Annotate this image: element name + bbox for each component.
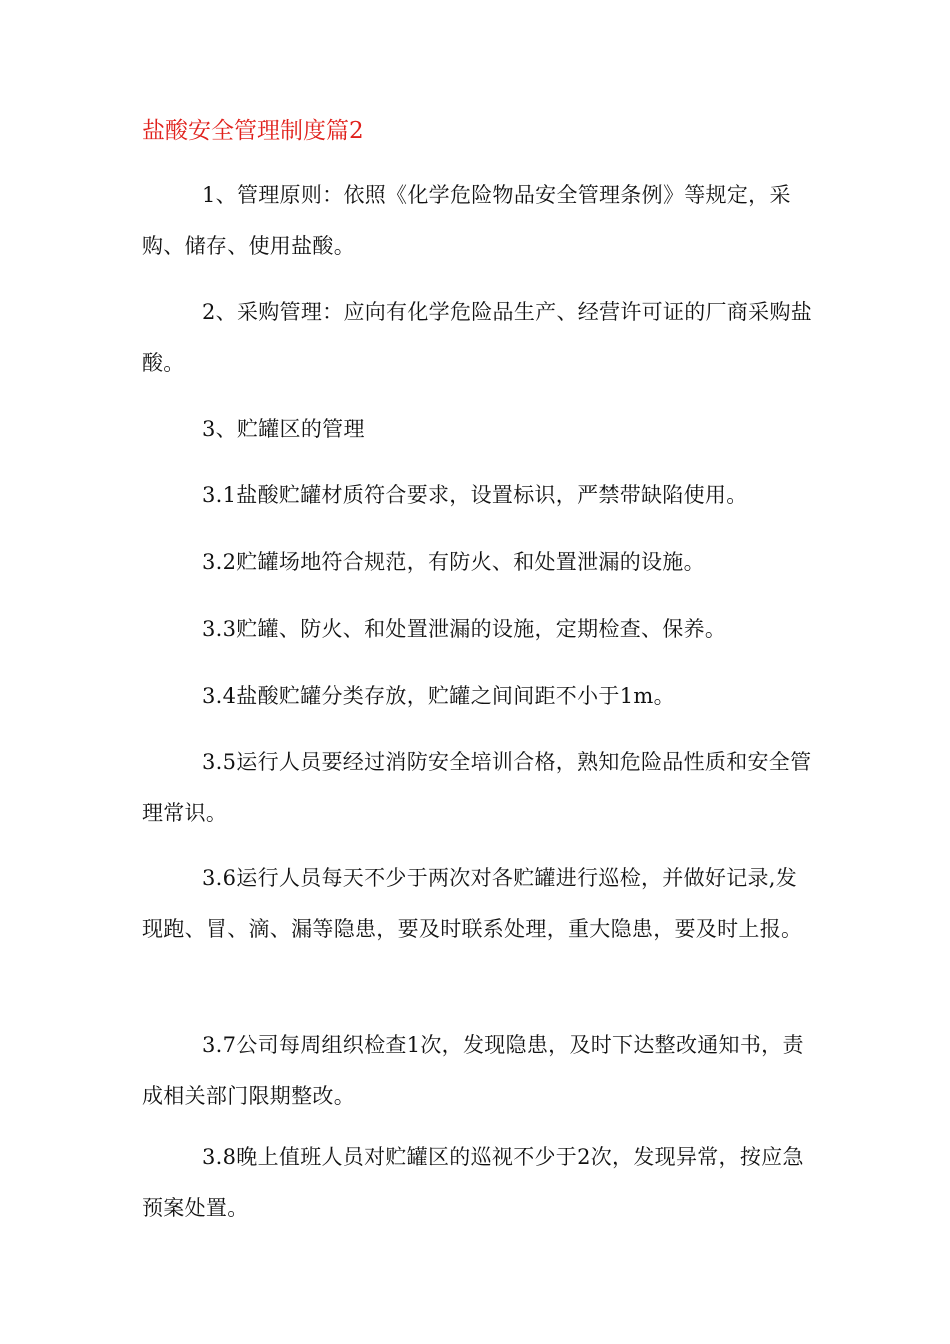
paragraph-3-1: 3.1盐酸贮罐材质符合要求，设置标识，严禁带缺陷使用。 bbox=[202, 483, 748, 507]
paragraph-3-2: 3.2贮罐场地符合规范，有防火、和处置泄漏的设施。 bbox=[202, 550, 705, 574]
paragraph-3-6: 3.6运行人员每天不少于两次对各贮罐进行巡检，并做好记录,发现跑、冒、滴、漏等隐患，要及时联系处理，重大隐患，要及时上报。 bbox=[142, 866, 803, 941]
paragraph-3-3: 3.3贮罐、防火、和处置泄漏的设施，定期检查、保养。 bbox=[202, 617, 727, 641]
paragraph-3-7: 3.7公司每周组织检查1次，发现隐患，及时下达整改通知书，责成相关部门限期整改。 bbox=[142, 1033, 804, 1108]
paragraph-tank-area-heading: 3、贮罐区的管理 bbox=[202, 417, 365, 441]
paragraph-management-principle: 1、管理原则：依照《化学危险物品安全管理条例》等规定，采购、储存、使用盐酸。 bbox=[142, 183, 791, 258]
paragraph-procurement: 2、采购管理：应向有化学危险品生产、经营许可证的厂商采购盐酸。 bbox=[142, 300, 813, 375]
paragraph-3-8: 3.8晚上值班人员对贮罐区的巡视不少于2次，发现异常，按应急预案处置。 bbox=[142, 1145, 804, 1220]
paragraph-3-5: 3.5运行人员要经过消防安全培训合格，熟知危险品性质和安全管理常识。 bbox=[142, 750, 812, 825]
document-title: 盐酸安全管理制度篇2 bbox=[142, 118, 364, 144]
paragraph-3-4: 3.4盐酸贮罐分类存放，贮罐之间间距不小于1m。 bbox=[202, 684, 675, 708]
